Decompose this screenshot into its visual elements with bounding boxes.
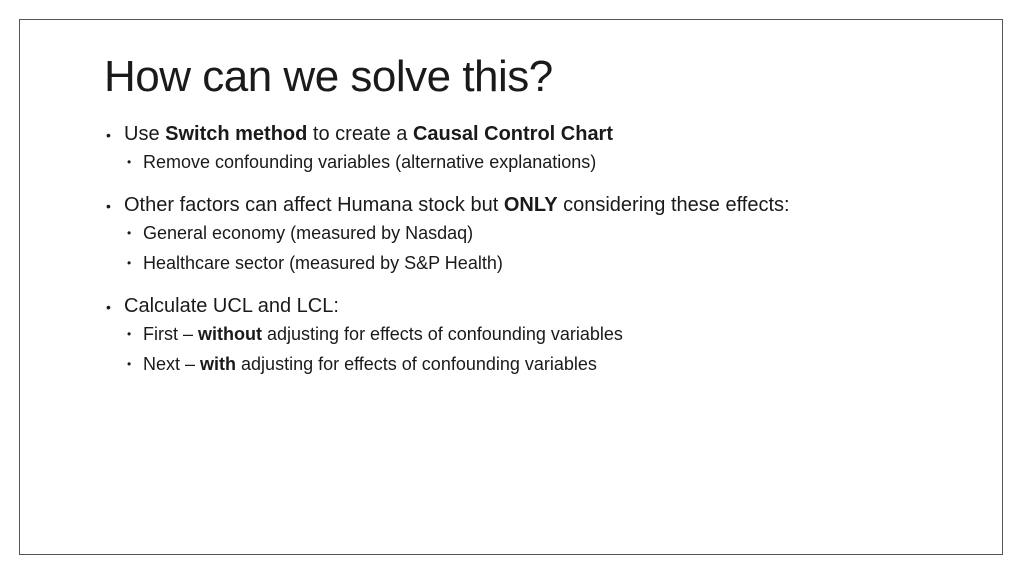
sub-bullet-text: adjusting for effects of confounding variables: [236, 354, 597, 374]
sub-bullet-general-economy: [106, 224, 986, 246]
sub-bullet-text: Remove confounding variables (alternative explanations): [143, 152, 597, 172]
sub-bullet-healthcare-sector: [106, 254, 986, 276]
bullet-text: Calculate UCL and LCL:: [124, 295, 339, 317]
bullet-dot-icon: •: [127, 327, 132, 341]
bullet-bold-text: Switch method: [165, 123, 308, 145]
bullet-dot-icon: •: [127, 226, 132, 240]
sub-bullet-bold-text: without: [198, 324, 262, 344]
bullet-dot-icon: •: [106, 198, 111, 214]
bullet-dot-icon: •: [106, 127, 111, 143]
bullet-dot-icon: •: [127, 357, 132, 371]
bullet-calculate-ucl-lcl: [106, 296, 986, 320]
sub-bullet-first-without: [106, 325, 986, 347]
sub-bullet-text: adjusting for effects of confounding variables: [262, 324, 623, 344]
bullet-bold-text: ONLY: [503, 194, 558, 216]
bullet-list: [106, 124, 986, 377]
slide: [19, 19, 1003, 555]
bullet-text: Other factors can affect Humana stock but: [124, 194, 504, 216]
sub-bullet-next-with: [106, 355, 986, 377]
bullet-dot-icon: •: [106, 299, 111, 315]
sub-bullet-text: General economy (measured by Nasdaq): [143, 223, 474, 243]
sub-bullet-text: Next –: [143, 354, 201, 374]
bullet-switch-method: [106, 124, 986, 148]
sub-bullet-text: First –: [143, 324, 199, 344]
slide-title: How can we solve this?: [104, 52, 553, 101]
sub-bullet-bold-text: with: [200, 354, 237, 374]
sub-bullet-remove-confounding: [106, 153, 986, 175]
bullet-text: Use: [124, 123, 166, 145]
bullet-other-factors: [106, 195, 986, 219]
bullet-text: considering these effects:: [557, 194, 790, 216]
bullet-dot-icon: •: [127, 256, 132, 270]
bullet-dot-icon: •: [127, 155, 132, 169]
bullet-text: to create a: [307, 123, 413, 145]
bullet-bold-text: Causal Control Chart: [412, 123, 614, 145]
sub-bullet-text: Healthcare sector (measured by S&P Health): [143, 253, 503, 273]
